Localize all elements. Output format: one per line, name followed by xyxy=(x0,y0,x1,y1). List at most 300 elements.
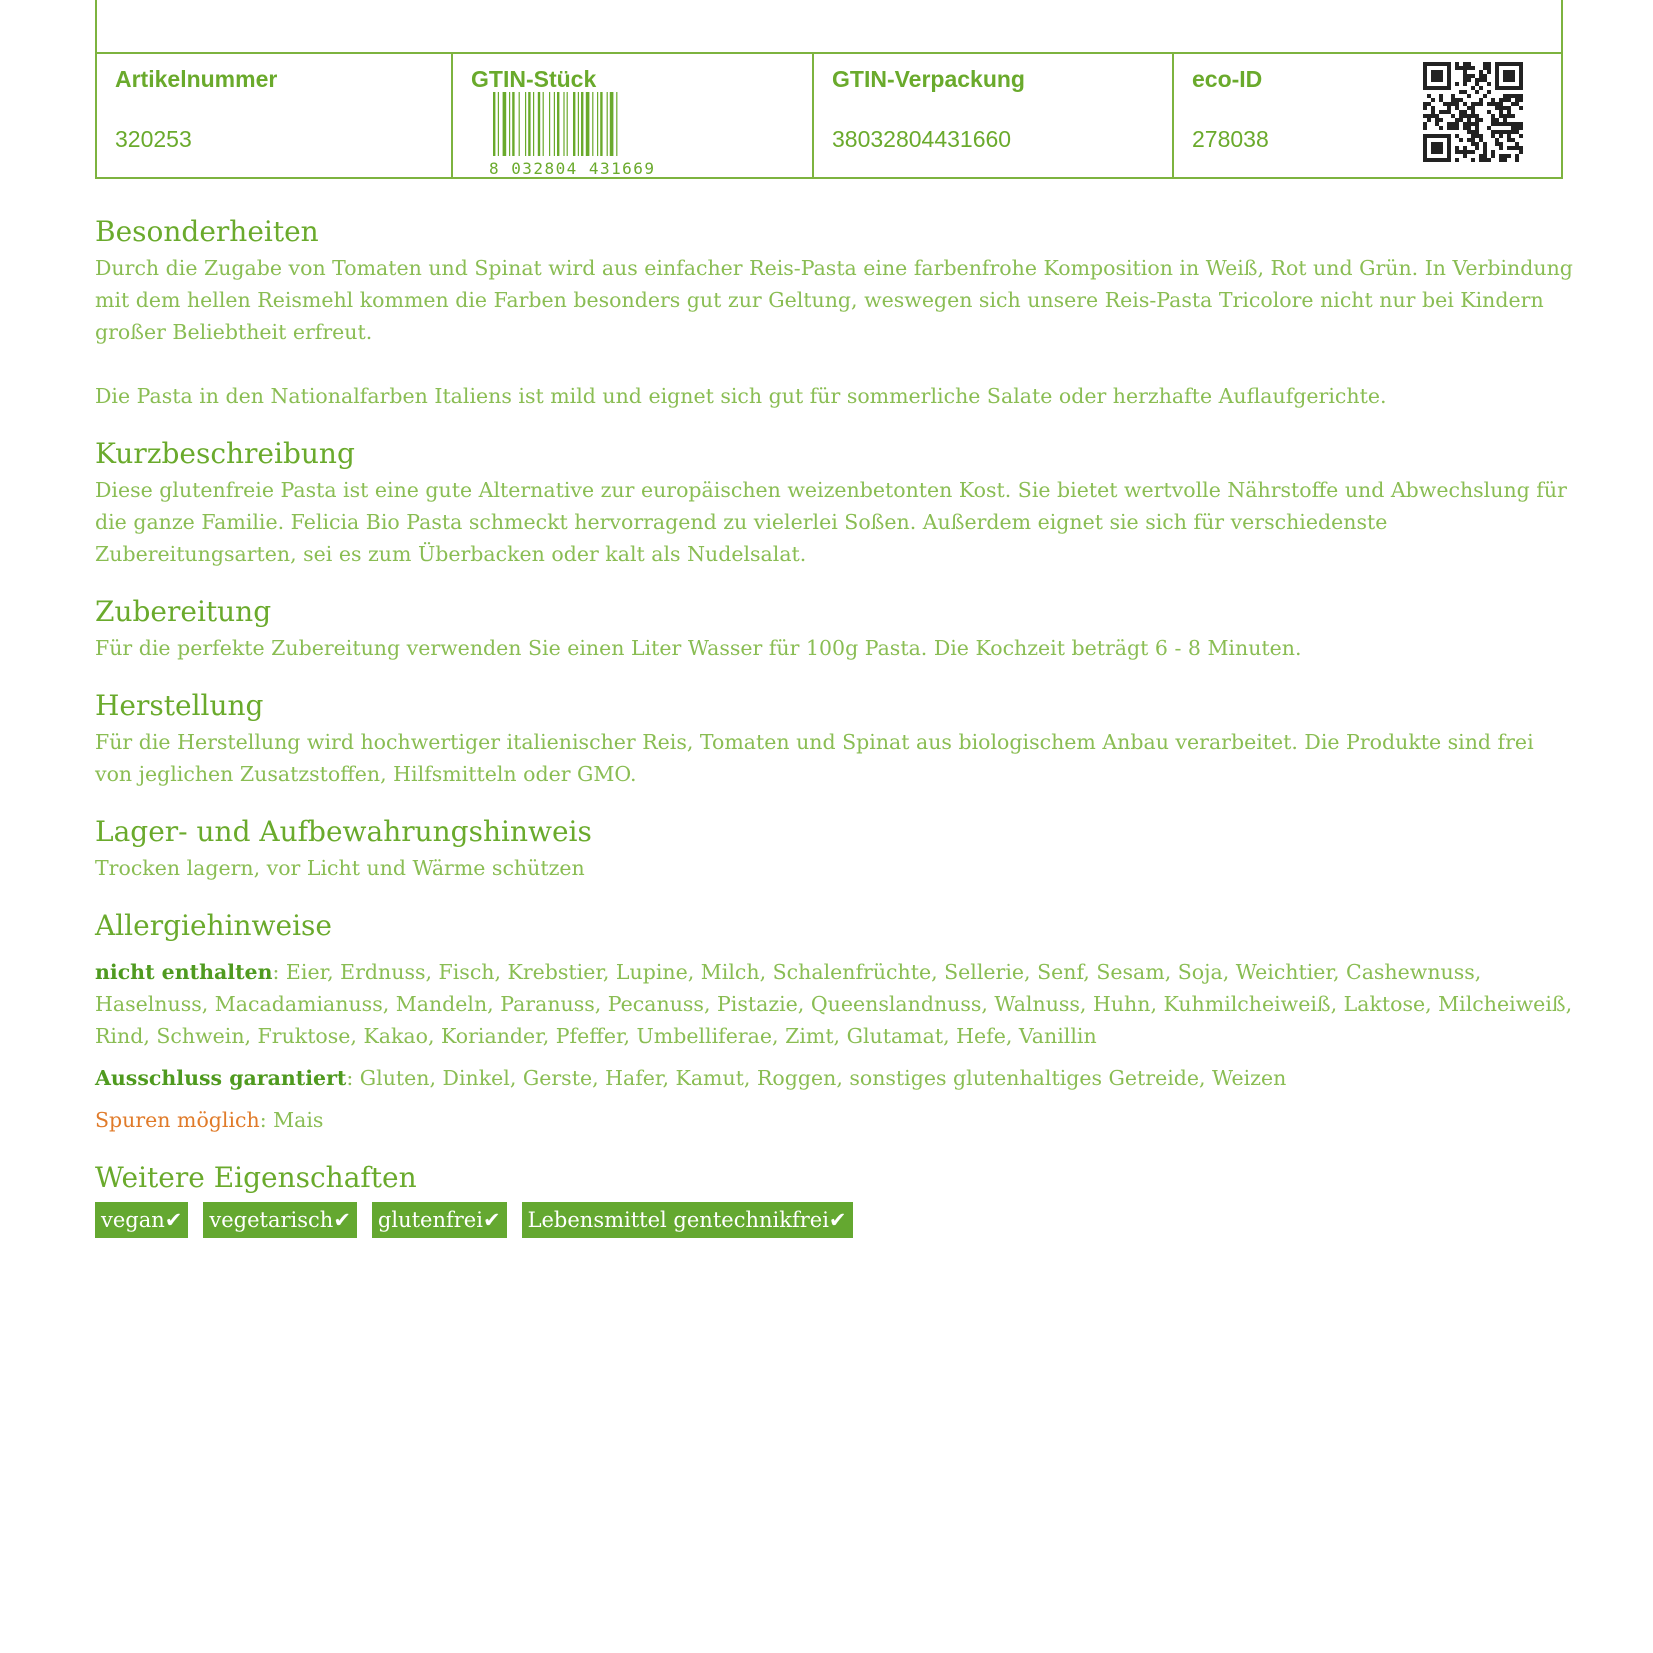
qr-module xyxy=(1475,130,1479,134)
qr-module xyxy=(1511,130,1515,134)
allergie-heading: Allergiehinweise xyxy=(95,909,332,942)
qr-module xyxy=(1463,102,1467,106)
qr-module xyxy=(1503,62,1507,66)
qr-module xyxy=(1439,142,1443,146)
qr-module xyxy=(1439,110,1443,114)
qr-module xyxy=(1427,62,1431,66)
qr-module xyxy=(1499,114,1503,118)
ausschluss-text: : Gluten, Dinkel, Gerste, Hafer, Kamut, Roggen, sonstiges glutenhaltiges Getreide, Weizen xyxy=(346,1066,1287,1090)
section-zubereitung xyxy=(95,592,1575,664)
qr-module xyxy=(1507,78,1511,82)
barcode-bar xyxy=(549,92,550,156)
qr-module xyxy=(1471,142,1475,146)
qr-module xyxy=(1423,146,1427,150)
qr-module xyxy=(1519,122,1523,126)
qr-module xyxy=(1479,98,1483,102)
qr-module xyxy=(1427,102,1431,106)
qr-module xyxy=(1471,130,1475,134)
qr-module xyxy=(1507,98,1511,102)
qr-module xyxy=(1515,154,1519,158)
qr-module xyxy=(1423,62,1427,66)
barcode-digits: 8 032804 431669 xyxy=(489,159,654,176)
qr-module xyxy=(1447,110,1451,114)
qr-module xyxy=(1507,134,1511,138)
qr-module xyxy=(1503,154,1507,158)
qr-module xyxy=(1479,138,1483,142)
qr-module xyxy=(1439,126,1443,130)
qr-module xyxy=(1507,130,1511,134)
qr-module xyxy=(1443,134,1447,138)
qr-module xyxy=(1439,146,1443,150)
qr-module xyxy=(1507,110,1511,114)
barcode-bar xyxy=(597,92,598,156)
qr-module xyxy=(1491,154,1495,158)
qr-module xyxy=(1423,150,1427,154)
qr-module xyxy=(1471,134,1475,138)
qr-module xyxy=(1515,98,1519,102)
qr-module xyxy=(1483,62,1487,66)
qr-module xyxy=(1487,102,1491,106)
qr-module xyxy=(1443,86,1447,90)
qr-module xyxy=(1507,138,1511,142)
qr-module xyxy=(1483,150,1487,154)
qr-module xyxy=(1423,158,1427,162)
qr-module xyxy=(1451,98,1455,102)
tag-gentechnikfrei: Lebensmittel gentechnikfrei✔ xyxy=(522,1202,853,1238)
qr-module xyxy=(1427,114,1431,118)
property-tags xyxy=(95,1202,1575,1238)
qr-module xyxy=(1423,74,1427,78)
qr-module xyxy=(1479,134,1483,138)
qr-module xyxy=(1511,86,1515,90)
qr-module xyxy=(1491,134,1495,138)
qr-module xyxy=(1487,62,1491,66)
qr-module xyxy=(1447,70,1451,74)
qr-module xyxy=(1519,74,1523,78)
qr-module xyxy=(1507,106,1511,110)
spuren-text: : Mais xyxy=(259,1108,324,1132)
qr-module xyxy=(1467,138,1471,142)
qr-module xyxy=(1451,94,1455,98)
qr-module xyxy=(1479,70,1483,74)
qr-module xyxy=(1439,86,1443,90)
qr-module xyxy=(1447,122,1451,126)
qr-module xyxy=(1435,142,1439,146)
qr-module xyxy=(1463,78,1467,82)
tag-vegetarisch: vegetarisch✔ xyxy=(203,1202,357,1238)
qr-module xyxy=(1495,118,1499,122)
qr-module xyxy=(1495,70,1499,74)
qr-module xyxy=(1431,146,1435,150)
herstellung-text: Für die Herstellung wird hochwertiger italienischer Reis, Tomaten und Spinat aus biologischem Anbau verarbeitet. Die Produkte sind frei von jeglichen Zusatzstoffen, Hilfsmitteln oder GMO. xyxy=(95,730,1534,786)
qr-module xyxy=(1467,150,1471,154)
qr-module xyxy=(1463,62,1467,66)
qr-module xyxy=(1447,158,1451,162)
qr-module xyxy=(1519,146,1523,150)
gtin-stueck-label: GTIN-Stück xyxy=(471,66,597,92)
qr-module xyxy=(1483,158,1487,162)
qr-module xyxy=(1423,126,1427,130)
qr-module xyxy=(1463,154,1467,158)
qr-module xyxy=(1475,134,1479,138)
qr-module xyxy=(1447,154,1451,158)
qr-module xyxy=(1459,114,1463,118)
qr-module xyxy=(1519,150,1523,154)
besonderheiten-text-1: Durch die Zugabe von Tomaten und Spinat wird aus einfacher Reis-Pasta eine farbenfrohe Komposition in Weiß, Rot und Grün. In Verbindung mit dem hellen Reismehl kommen die Farben besonders gut zur Geltung, weswegen sich unsere Reis-Pasta Tricolore nicht nur bei Kindern großer Beliebtheit erfreut. xyxy=(95,256,1573,344)
qr-module xyxy=(1439,118,1443,122)
qr-module xyxy=(1463,150,1467,154)
qr-module xyxy=(1479,78,1483,82)
qr-module xyxy=(1479,74,1483,78)
qr-module xyxy=(1515,130,1519,134)
qr-module xyxy=(1515,94,1519,98)
qr-module xyxy=(1455,106,1459,110)
section-weitere xyxy=(95,1158,1575,1238)
qr-module xyxy=(1447,138,1451,142)
barcode-bar xyxy=(563,92,564,156)
qr-module xyxy=(1447,134,1451,138)
qr-module xyxy=(1507,86,1511,90)
lager-heading: Lager- und Aufbewahrungshinweis xyxy=(95,815,592,848)
qr-module xyxy=(1471,74,1475,78)
qr-module xyxy=(1511,102,1515,106)
qr-module xyxy=(1423,70,1427,74)
qr-module xyxy=(1515,62,1519,66)
qr-module xyxy=(1507,70,1511,74)
qr-module xyxy=(1455,118,1459,122)
barcode-bar xyxy=(538,92,540,156)
qr-module xyxy=(1431,150,1435,154)
section-allergie xyxy=(95,906,1575,1136)
qr-module xyxy=(1443,110,1447,114)
qr-module xyxy=(1479,154,1483,158)
qr-module xyxy=(1503,78,1507,82)
ausschluss-label: Ausschluss garantiert xyxy=(95,1066,347,1090)
qr-module xyxy=(1459,118,1463,122)
qr-module xyxy=(1503,74,1507,78)
qr-module xyxy=(1455,146,1459,150)
qr-module xyxy=(1515,146,1519,150)
qr-module xyxy=(1435,86,1439,90)
qr-module xyxy=(1479,102,1483,106)
qr-module xyxy=(1519,82,1523,86)
qr-module xyxy=(1515,158,1519,162)
qr-module xyxy=(1487,82,1491,86)
qr-module xyxy=(1487,110,1491,114)
barcode-bar xyxy=(503,92,507,156)
qr-module xyxy=(1435,118,1439,122)
qr-module xyxy=(1503,122,1507,126)
qr-module xyxy=(1471,114,1475,118)
qr-module xyxy=(1435,74,1439,78)
qr-module xyxy=(1491,114,1495,118)
qr-module xyxy=(1447,78,1451,82)
qr-module xyxy=(1503,70,1507,74)
qr-module xyxy=(1475,122,1479,126)
qr-module xyxy=(1519,126,1523,130)
qr-module xyxy=(1463,70,1467,74)
barcode-bar xyxy=(498,92,499,156)
qr-module xyxy=(1471,150,1475,154)
qr-module xyxy=(1475,146,1479,150)
qr-module xyxy=(1491,118,1495,122)
qr-module xyxy=(1503,130,1507,134)
qr-module xyxy=(1431,134,1435,138)
qr-module xyxy=(1431,62,1435,66)
qr-module xyxy=(1431,142,1435,146)
product-info-table xyxy=(95,52,1563,179)
qr-module xyxy=(1423,122,1427,126)
qr-module xyxy=(1479,86,1483,90)
qr-module xyxy=(1467,122,1471,126)
qr-module xyxy=(1459,138,1463,142)
qr-module xyxy=(1499,158,1503,162)
qr-module xyxy=(1471,110,1475,114)
qr-module xyxy=(1455,122,1459,126)
qr-module xyxy=(1515,102,1519,106)
cell-artikelnummer xyxy=(97,54,451,177)
qr-module xyxy=(1447,106,1451,110)
qr-module xyxy=(1499,110,1503,114)
nicht-enthalten-text: : Eier, Erdnuss, Fisch, Krebstier, Lupine, Milch, Schalenfrüchte, Sellerie, Senf, Sesam, Soja, Weichtier, Cashewnuss, Haselnuss, Macadamianuss, Mandeln, Paranuss, Pecanuss, Pistazie, Queenslandnuss, Walnuss, Huhn, Kuhmilcheiweiß, Laktose, Milcheiweiß, Rind, Schwein, Fruktose, Kakao, Koriander, Pfeffer, Umbelliferae, Zimt, Glutamat, Hefe, Vanillin xyxy=(95,960,1573,1048)
qr-module xyxy=(1423,114,1427,118)
qr-module xyxy=(1443,158,1447,162)
zubereitung-heading: Zubereitung xyxy=(95,595,272,628)
frame-top xyxy=(95,0,1563,52)
barcode-bar xyxy=(578,92,579,156)
qr-module xyxy=(1499,98,1503,102)
qr-module xyxy=(1439,158,1443,162)
barcode-bar xyxy=(573,92,575,156)
herstellung-heading: Herstellung xyxy=(95,689,264,722)
qr-module xyxy=(1471,66,1475,70)
qr-code-image xyxy=(1423,62,1523,162)
qr-module xyxy=(1431,74,1435,78)
besonderheiten-heading: Besonderheiten xyxy=(95,215,319,248)
qr-module xyxy=(1515,122,1519,126)
qr-module xyxy=(1467,106,1471,110)
qr-module xyxy=(1455,126,1459,130)
qr-module xyxy=(1443,62,1447,66)
qr-module xyxy=(1475,118,1479,122)
qr-module xyxy=(1439,94,1443,98)
qr-module xyxy=(1423,86,1427,90)
eco-id-label: eco-ID xyxy=(1192,66,1263,92)
qr-module xyxy=(1463,90,1467,94)
barcode-bar xyxy=(525,92,526,156)
barcode-bar xyxy=(543,92,544,156)
qr-module xyxy=(1495,74,1499,78)
qr-module xyxy=(1463,66,1467,70)
qr-module xyxy=(1471,86,1475,90)
qr-module xyxy=(1435,150,1439,154)
qr-module xyxy=(1467,62,1471,66)
qr-module xyxy=(1463,126,1467,130)
qr-module xyxy=(1495,122,1499,126)
qr-module xyxy=(1519,62,1523,66)
qr-module xyxy=(1447,102,1451,106)
qr-module xyxy=(1423,138,1427,142)
qr-module xyxy=(1495,82,1499,86)
qr-module xyxy=(1503,106,1507,110)
allergie-nicht-enthalten xyxy=(95,956,1575,1052)
qr-module xyxy=(1431,158,1435,162)
qr-module xyxy=(1447,126,1451,130)
qr-module xyxy=(1435,78,1439,82)
qr-module xyxy=(1447,142,1451,146)
qr-module xyxy=(1483,74,1487,78)
qr-module xyxy=(1475,102,1479,106)
qr-module xyxy=(1495,86,1499,90)
qr-module xyxy=(1507,122,1511,126)
cell-gtin-stueck xyxy=(451,54,812,177)
qr-module xyxy=(1459,98,1463,102)
qr-module xyxy=(1475,82,1479,86)
qr-module xyxy=(1427,94,1431,98)
qr-module xyxy=(1507,94,1511,98)
qr-module xyxy=(1427,134,1431,138)
qr-module xyxy=(1455,62,1459,66)
qr-module xyxy=(1487,158,1491,162)
qr-module xyxy=(1467,78,1471,82)
qr-module xyxy=(1503,114,1507,118)
qr-module xyxy=(1431,70,1435,74)
qr-module xyxy=(1423,66,1427,70)
qr-module xyxy=(1455,102,1459,106)
qr-module xyxy=(1495,106,1499,110)
qr-module xyxy=(1499,86,1503,90)
qr-module xyxy=(1499,130,1503,134)
qr-module xyxy=(1451,102,1455,106)
qr-module xyxy=(1503,86,1507,90)
barcode-bar xyxy=(616,92,617,156)
qr-module xyxy=(1459,66,1463,70)
qr-module xyxy=(1519,66,1523,70)
qr-module xyxy=(1515,142,1519,146)
qr-module xyxy=(1431,110,1435,114)
qr-module xyxy=(1495,78,1499,82)
qr-module xyxy=(1423,102,1427,106)
qr-module xyxy=(1475,114,1479,118)
weitere-heading: Weitere Eigenschaften xyxy=(95,1161,417,1194)
barcode-bar xyxy=(581,92,583,156)
spuren-label: Spuren möglich xyxy=(95,1108,260,1132)
qr-module xyxy=(1479,158,1483,162)
qr-module xyxy=(1487,126,1491,130)
qr-module xyxy=(1487,66,1491,70)
qr-module xyxy=(1463,74,1467,78)
gtin-verpackung-value: 38032804431660 xyxy=(832,126,1012,152)
qr-module xyxy=(1515,126,1519,130)
qr-module xyxy=(1487,70,1491,74)
qr-module xyxy=(1519,70,1523,74)
barcode-bar xyxy=(493,92,495,156)
barcode-bar xyxy=(509,92,510,156)
qr-module xyxy=(1439,74,1443,78)
qr-module xyxy=(1511,114,1515,118)
qr-module xyxy=(1471,102,1475,106)
allergie-spuren xyxy=(95,1104,1575,1136)
qr-module xyxy=(1491,150,1495,154)
qr-module xyxy=(1467,74,1471,78)
barcode-bar xyxy=(557,92,559,156)
qr-module xyxy=(1491,102,1495,106)
qr-module xyxy=(1499,142,1503,146)
qr-module xyxy=(1439,150,1443,154)
barcode-bar xyxy=(592,92,593,156)
qr-module xyxy=(1483,154,1487,158)
qr-module xyxy=(1507,62,1511,66)
barcode-bar xyxy=(554,92,555,156)
qr-module xyxy=(1503,98,1507,102)
qr-module xyxy=(1435,134,1439,138)
qr-module xyxy=(1439,134,1443,138)
qr-module xyxy=(1467,114,1471,118)
qr-module xyxy=(1483,66,1487,70)
qr-module xyxy=(1495,66,1499,70)
qr-module xyxy=(1467,118,1471,122)
qr-module xyxy=(1463,114,1467,118)
qr-module xyxy=(1467,66,1471,70)
qr-module xyxy=(1507,146,1511,150)
qr-module xyxy=(1451,126,1455,130)
qr-module xyxy=(1499,134,1503,138)
qr-module xyxy=(1455,150,1459,154)
qr-module xyxy=(1471,138,1475,142)
barcode-bar xyxy=(607,92,608,156)
qr-module xyxy=(1507,154,1511,158)
qr-module xyxy=(1519,134,1523,138)
qr-module xyxy=(1519,86,1523,90)
qr-module xyxy=(1475,142,1479,146)
barcode-bar xyxy=(512,92,514,156)
qr-module xyxy=(1431,114,1435,118)
qr-module xyxy=(1443,102,1447,106)
qr-module xyxy=(1447,150,1451,154)
qr-module xyxy=(1435,122,1439,126)
besonderheiten-text-2: Die Pasta in den Nationalfarben Italiens ist mild und eignet sich gut für sommerliche Salate oder herzhafte Auflaufgerichte. xyxy=(95,384,1387,408)
qr-module xyxy=(1511,74,1515,78)
qr-module xyxy=(1499,146,1503,150)
qr-module xyxy=(1511,70,1515,74)
qr-module xyxy=(1499,102,1503,106)
qr-module xyxy=(1431,98,1435,102)
barcode-bar xyxy=(528,92,530,156)
barcode-bar xyxy=(567,92,568,156)
qr-module xyxy=(1427,118,1431,122)
qr-module xyxy=(1431,78,1435,82)
qr-module xyxy=(1423,106,1427,110)
qr-module xyxy=(1447,62,1451,66)
qr-module xyxy=(1495,138,1499,142)
qr-module xyxy=(1507,114,1511,118)
qr-module xyxy=(1459,150,1463,154)
qr-module xyxy=(1483,142,1487,146)
artikelnummer-value: 320253 xyxy=(115,126,192,152)
qr-module xyxy=(1519,98,1523,102)
qr-module xyxy=(1471,158,1475,162)
barcode-bar xyxy=(610,92,614,156)
qr-module xyxy=(1475,78,1479,82)
qr-module xyxy=(1423,134,1427,138)
qr-module xyxy=(1511,78,1515,82)
qr-module xyxy=(1423,82,1427,86)
qr-module xyxy=(1451,122,1455,126)
qr-module xyxy=(1455,66,1459,70)
qr-module xyxy=(1447,86,1451,90)
qr-module xyxy=(1439,78,1443,82)
qr-module xyxy=(1471,122,1475,126)
